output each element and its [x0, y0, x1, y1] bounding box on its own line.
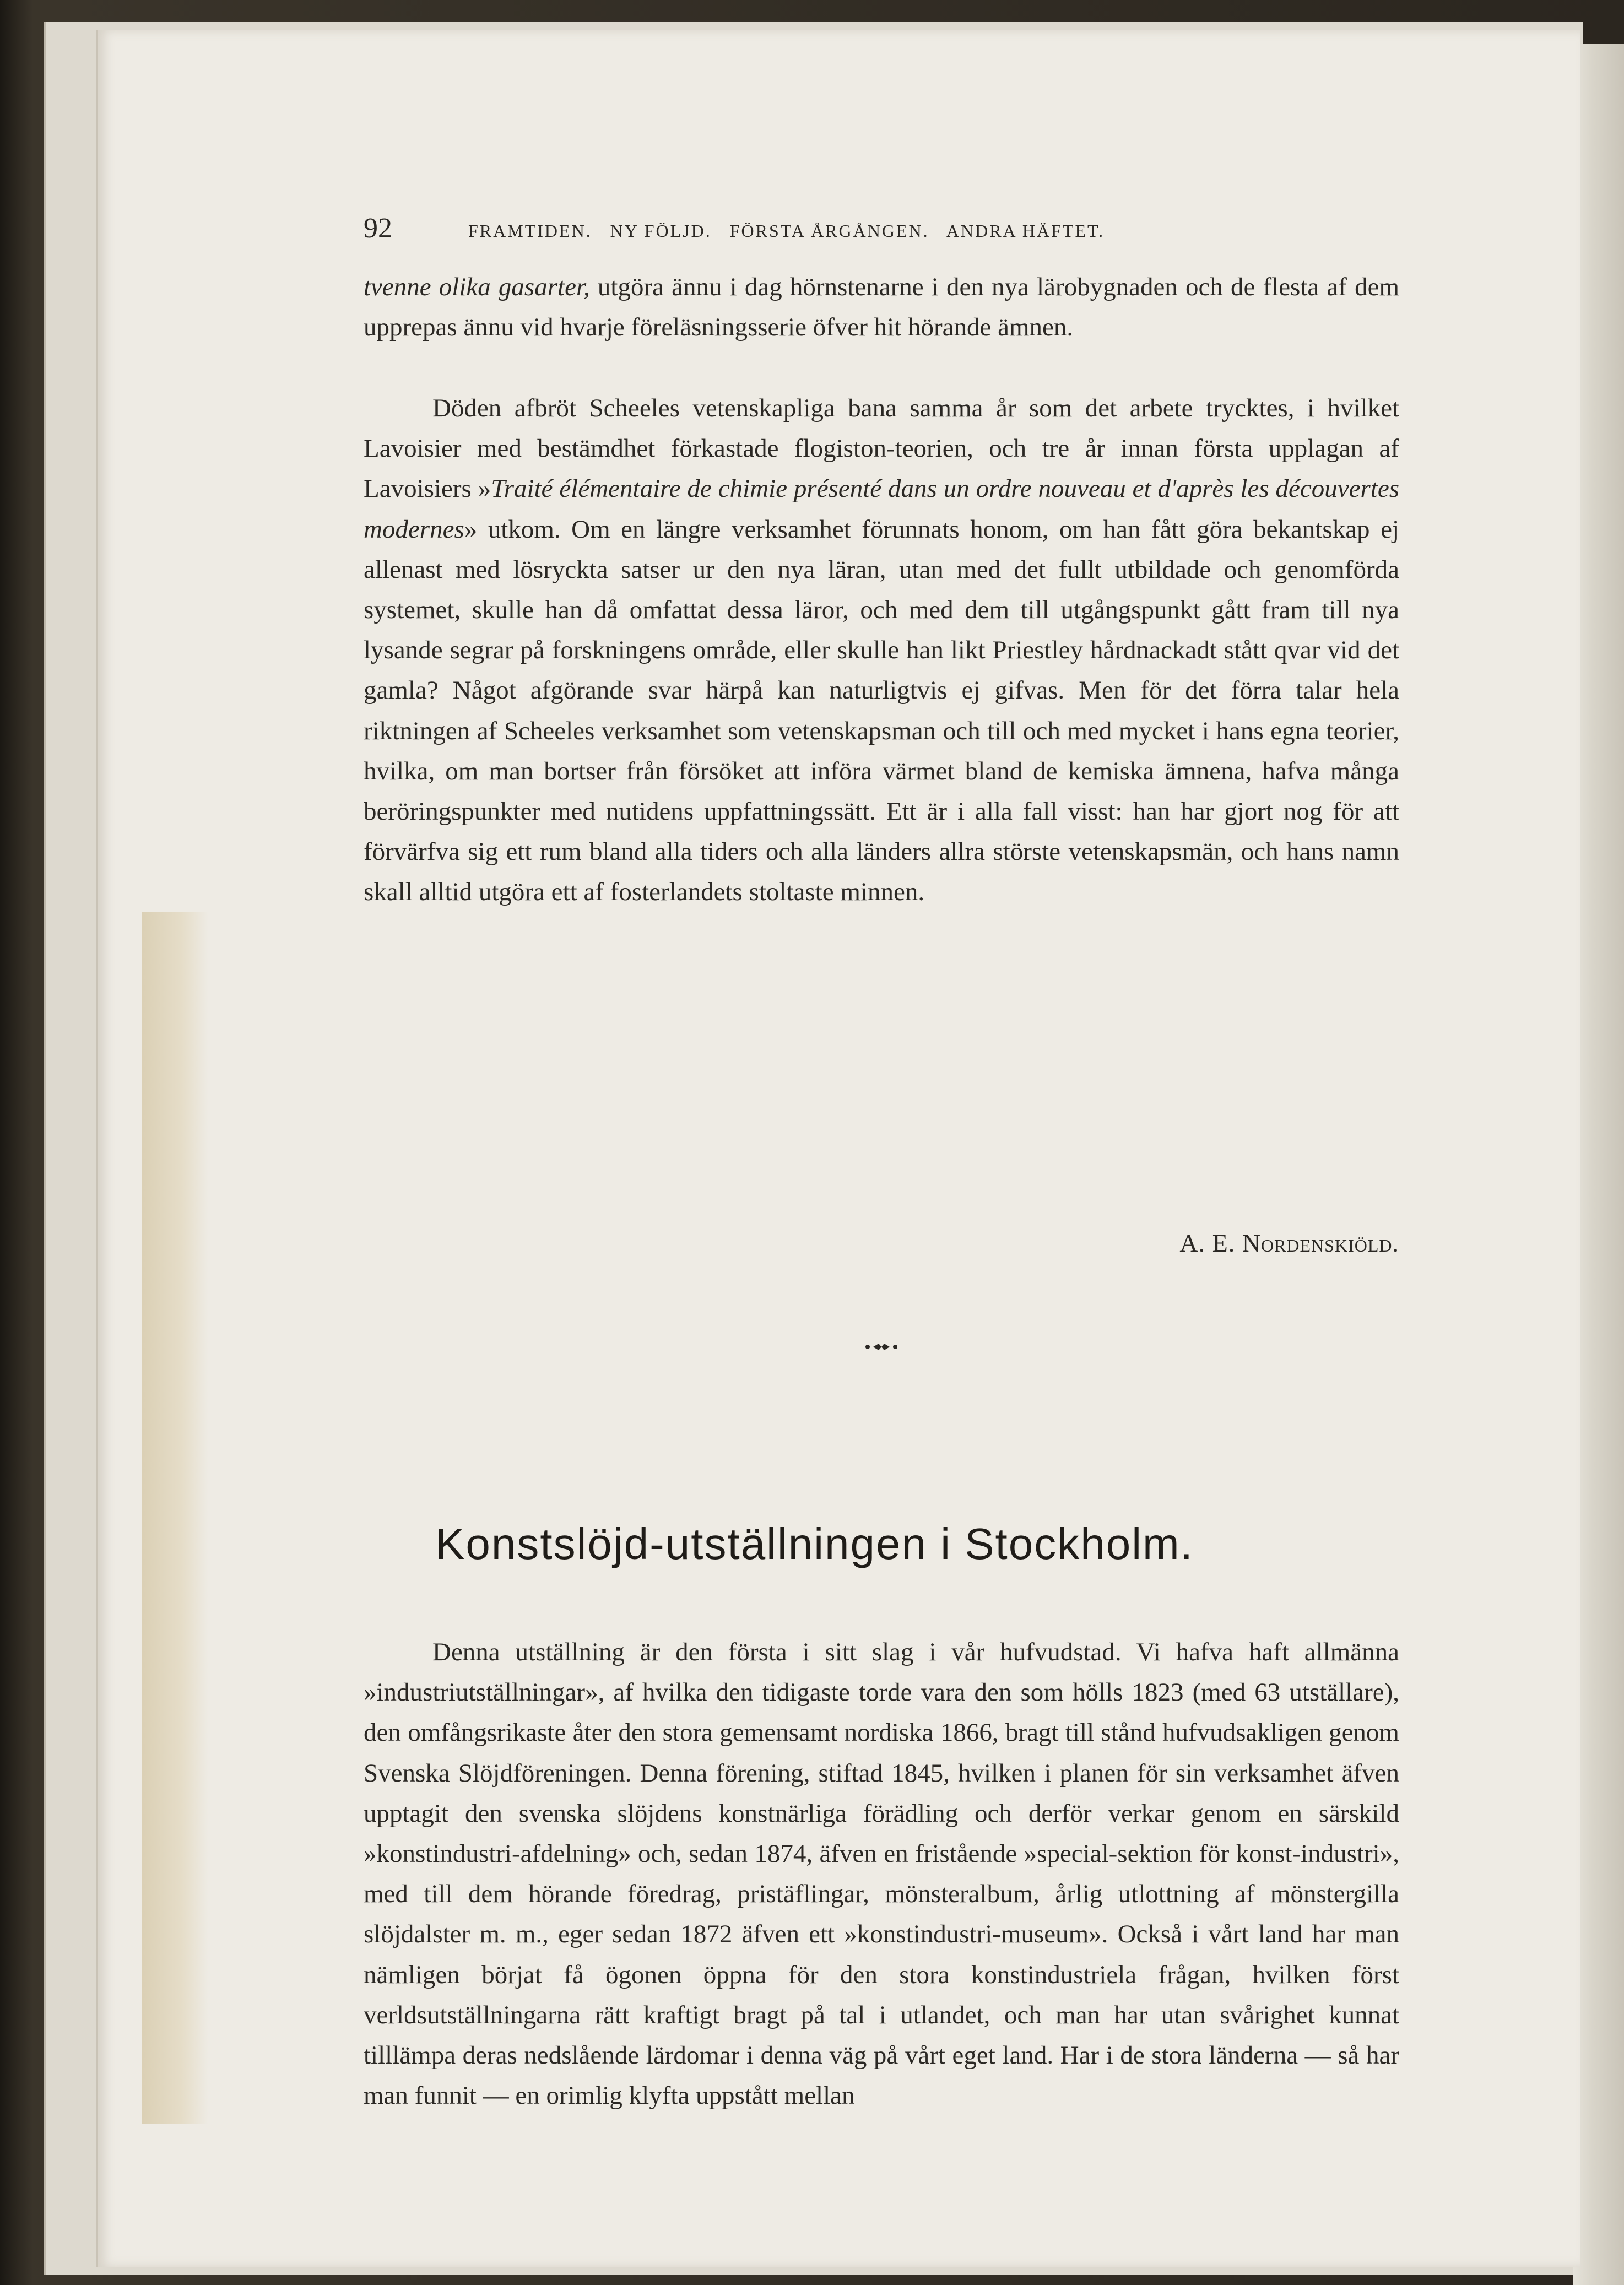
paragraph-text: » utkom. Om en längre verksamhet förunnats honom, om han fått göra bekantskap ej allenast med lösryckta satser ur den nya läran, utan med det fullt utbildade och genomförda systemet, skulle han då omfattat dessa läror, och med dem till utgångspunkt gått fram till nya lysande segrar på forskningens område, eller skulle han likt Priestley hårdnackadt stått qvar vid det gamla? Något afgörande svar härpå kan naturligtvis ej gifvas. Men för det förra talar hela riktningen af Scheeles verksamhet som vetenskapsman och till och med mycket i hans egna teorier, hvilka, om man bortser från försöket att införa värmet bland de kemiska ämnena, hafva många beröringspunkter med nutidens uppfattningssätt. Ett är i alla fall visst: han har gjort nog för att förvärfva sig ett rum bland alla tiders och alla länders allra störste vetenskapsmän, och hans namn skall alltid utgöra ett af fosterlandets stoltaste minnen.: [364, 515, 1399, 907]
page-number: 92: [364, 213, 392, 244]
paragraph-italic-lead: tvenne olika gasarter,: [364, 273, 590, 301]
book-title: Traité élémentaire de chimie présenté dans un ordre nouveau et d'après les découvertes modernes: [364, 474, 1399, 544]
running-header: [364, 212, 1399, 245]
section-heading: Konstslöjd-utställningen i Stockholm.: [435, 1519, 1194, 1568]
running-title: FRAMTIDEN. NY FÖLJD. FÖRSTA ÅRGÅNGEN. ANDRA HÄFTET.: [468, 221, 1105, 241]
paragraph-continuation: [364, 267, 1399, 348]
page-stain: [142, 912, 208, 2124]
paragraph-text: Döden afbröt Scheeles vetenskapliga bana samma år som det arbete trycktes, i hvilket Lavoisier med bestämdhet förkastade flogiston-teorien, och tre år innan första upplagan af Lavoisiers »: [364, 394, 1399, 503]
paragraph-text: Denna utställning är den första i sitt slag i vår hufvudstad. Vi hafva haft allmänna »industriutställningar», af hvilka den tidigaste torde vara den som hölls 1823 (med 63 utställare), den omfångsrikaste åter den stora gemensamt nordiska 1866, bragt till stånd hufvudsakligen genom Svenska Slöjdföreningen. Denna förening, stiftad 1845, hvilken i planen för sin verksamhet äfven upptagit den svenska slöjdens konstnärliga förädling och derför verkar genom en särskild »konstindustri-afdelning» och, sedan 1874, äfven en fristående »special-sektion för konst-industri», med till dem hörande föredrag, pristäflingar, mönsteralbum, årlig utlottning af mönstergilla slöjdalster m. m., eger sedan 1872 äfven ett »konstindustri-museum». Också i vårt land har man nämligen börjat få ögonen öppna för den stora konstindustriela frågan, hvilken först verldsutställningarna rätt kraftigt bragt på tal i utlandet, och man har utan svårighet kunnat tilllämpa deras nedslående lärdomar i denna väg på vårt eget land. Har i de stora länderna — så har man funnit — en orimlig klyfta uppstått mellan: [364, 1638, 1399, 2110]
paragraph-text: utgöra ännu i dag hörnstenarne i den nya lärobygnaden och de flesta af dem upprepas ännu vid hvarje föreläsningsserie öfver hit hörande ämnen.: [364, 273, 1400, 342]
paragraph-scheele: [364, 388, 1399, 913]
section-ornament: [862, 1341, 901, 1352]
next-page-edge: [1573, 44, 1624, 2285]
author-signature: A. E. Nordenskiöld.: [1179, 1229, 1399, 1257]
paragraph-exhibition: [364, 1632, 1399, 2116]
